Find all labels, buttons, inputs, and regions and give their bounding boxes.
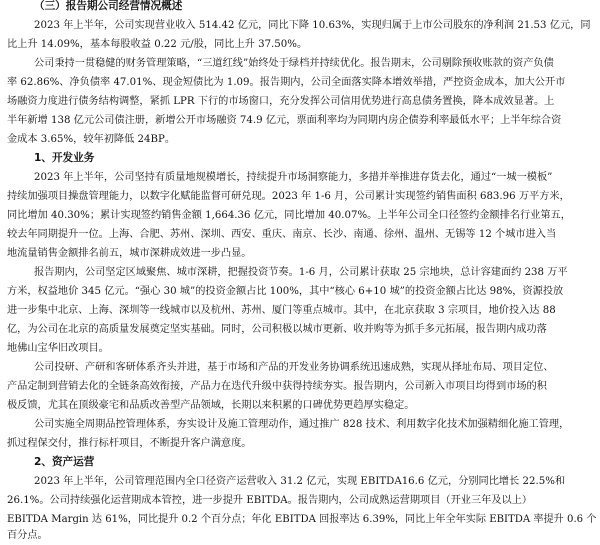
paragraph-line: 比上升 14.09%，基本每股收益 0.22 元/股，同比上升 37.50%。	[7, 39, 308, 50]
paragraph-line: 地佛山宝华旧改项目。	[7, 343, 109, 354]
paragraph-line: 场融资力度进行债务结构调整，紧抓 LPR 下行的市场窗口，充分发挥公司信用优势进行高息债务置换，降本成效显著。上	[7, 96, 555, 107]
subsection-heading-asset-operation: 2、资产运营	[34, 456, 95, 468]
paragraph-line: 抓过程保交付，推行标杆项目，不断提升客户满意度。	[7, 438, 252, 449]
paragraph-line: 公司实施全周期品控管理体系，夯实设计及施工管理动作，通过推广 828 技术、利用数字化技术加强精细化施工管理，	[34, 419, 570, 430]
paragraph-line: EBITDA Margin 达 61%，同比提升 0.2 个百分点；年化 EBITDA 回报率达 6.39%，同比上年全年实际 EBITDA 率提升 0.6 个	[7, 514, 597, 525]
paragraph-line: 公司秉持一贯稳健的财务管理策略，“三道红线”始终处于绿档并持续优化。报告期末，公司剔除预收账款的资产负债	[34, 58, 554, 69]
paragraph-line: 同比增加 40.30%；累计实现签约销售金额 1,664.36 亿元，同比增加 40.07%。上半年公司全口径签约金额排名行业第五，	[7, 210, 571, 221]
paragraph-line: 2023 年上半年，公司实现营业收入 514.42 亿元，同比下降 10.63%，实现归属于上市公司股东的净利润 21.53 亿元，同	[34, 20, 591, 31]
subsection-heading-development: 1、开发业务	[34, 152, 95, 164]
paragraph-line: 公司投研、产研和客研体系齐头并进，基于市场和产品的开发业务协调系统迅速成熟，实现从择址布局、项目定位、	[34, 362, 554, 373]
paragraph-line: 进一步集中北京、上海、深圳等一线城市以及杭州、苏州、厦门等重点城市。其中，在北京获取 3 宗项目，地价投入达 88	[7, 305, 556, 316]
paragraph-line: 持续加强项目操盘管理能力，以数字化赋能监督可研兑现。2023 年 1-6 月，公司累计实现签约销售面积 683.96 万平方米，	[7, 191, 570, 202]
paragraph-line: 较去年同期提升一位。上海、合肥、苏州、深圳、西安、重庆、南京、长沙、南通、徐州、温州、无锡等 12 个城市进入当	[7, 229, 557, 240]
paragraph-line: 百分点。	[7, 530, 48, 541]
section-title: （三）报告期公司经营情况概述	[34, 0, 183, 12]
paragraph-line: 极反馈，尤其在顶级豪宅和品质改善型产品领域，长期以来积累的口碑优势更趋厚实稳定。	[7, 400, 415, 411]
paragraph-line: 产品定制到营销去化的全链条高效衔接，产品力在迭代升级中获得持续夯实。报告期内，公司新入市项目均得到市场的积	[7, 381, 547, 392]
paragraph-line: 率 62.86%、净负债率 47.01%、现金短债比为 1.09。报告期内，公司全面落实降本增效举措，严控资金成本，加大公开市	[7, 77, 566, 88]
paragraph-line: 亿，为公司在北京的高质量发展奠定坚实基础。同时，公司积极以城市更新、收并购等为抓手多元拓展，报告期内成功落	[7, 324, 547, 335]
paragraph-line: 2023 年上半年，公司坚持有质量地规模增长，持续提升市场洞察能力，多措并举推进存货去化，通过“一城一模板”	[34, 172, 553, 183]
paragraph-line: 半年新增 138 亿元公司债注册，新增公开市场融资 74.9 亿元，票面利率均为同期内房企债券利率最低水平；上半年综合资	[7, 115, 562, 126]
paragraph-line: 地流量销售金额排名前五，城市深耕成效进一步凸显。	[7, 248, 252, 259]
paragraph-line: 金成本 3.65%，较年初降低 24BP。	[7, 134, 176, 145]
paragraph-line: 2023 年上半年，公司管理范围内全口径资产运营收入 31.2 亿元，实现 EBITDA16.6 亿元，分别同比增长 22.5%和	[34, 476, 566, 487]
paragraph-line: 26.1%。公司持续强化运营期成本管控，进一步提升 EBITDA。报告期内，公司成熟运营期项目（开业三年及以上）	[7, 495, 533, 506]
paragraph-line: 报告期内，公司坚定区域聚焦、城市深耕，把握投资节奏。1-6 月，公司累计获取 25 宗地块，总计容建面约 238 万平	[34, 267, 568, 278]
paragraph-line: 方米，权益地价 345 亿元。“强心 30 城”的投资金额占比 100%，其中“核心 6+10 城”的投资金额占比达 98%，资源投放	[7, 286, 564, 297]
